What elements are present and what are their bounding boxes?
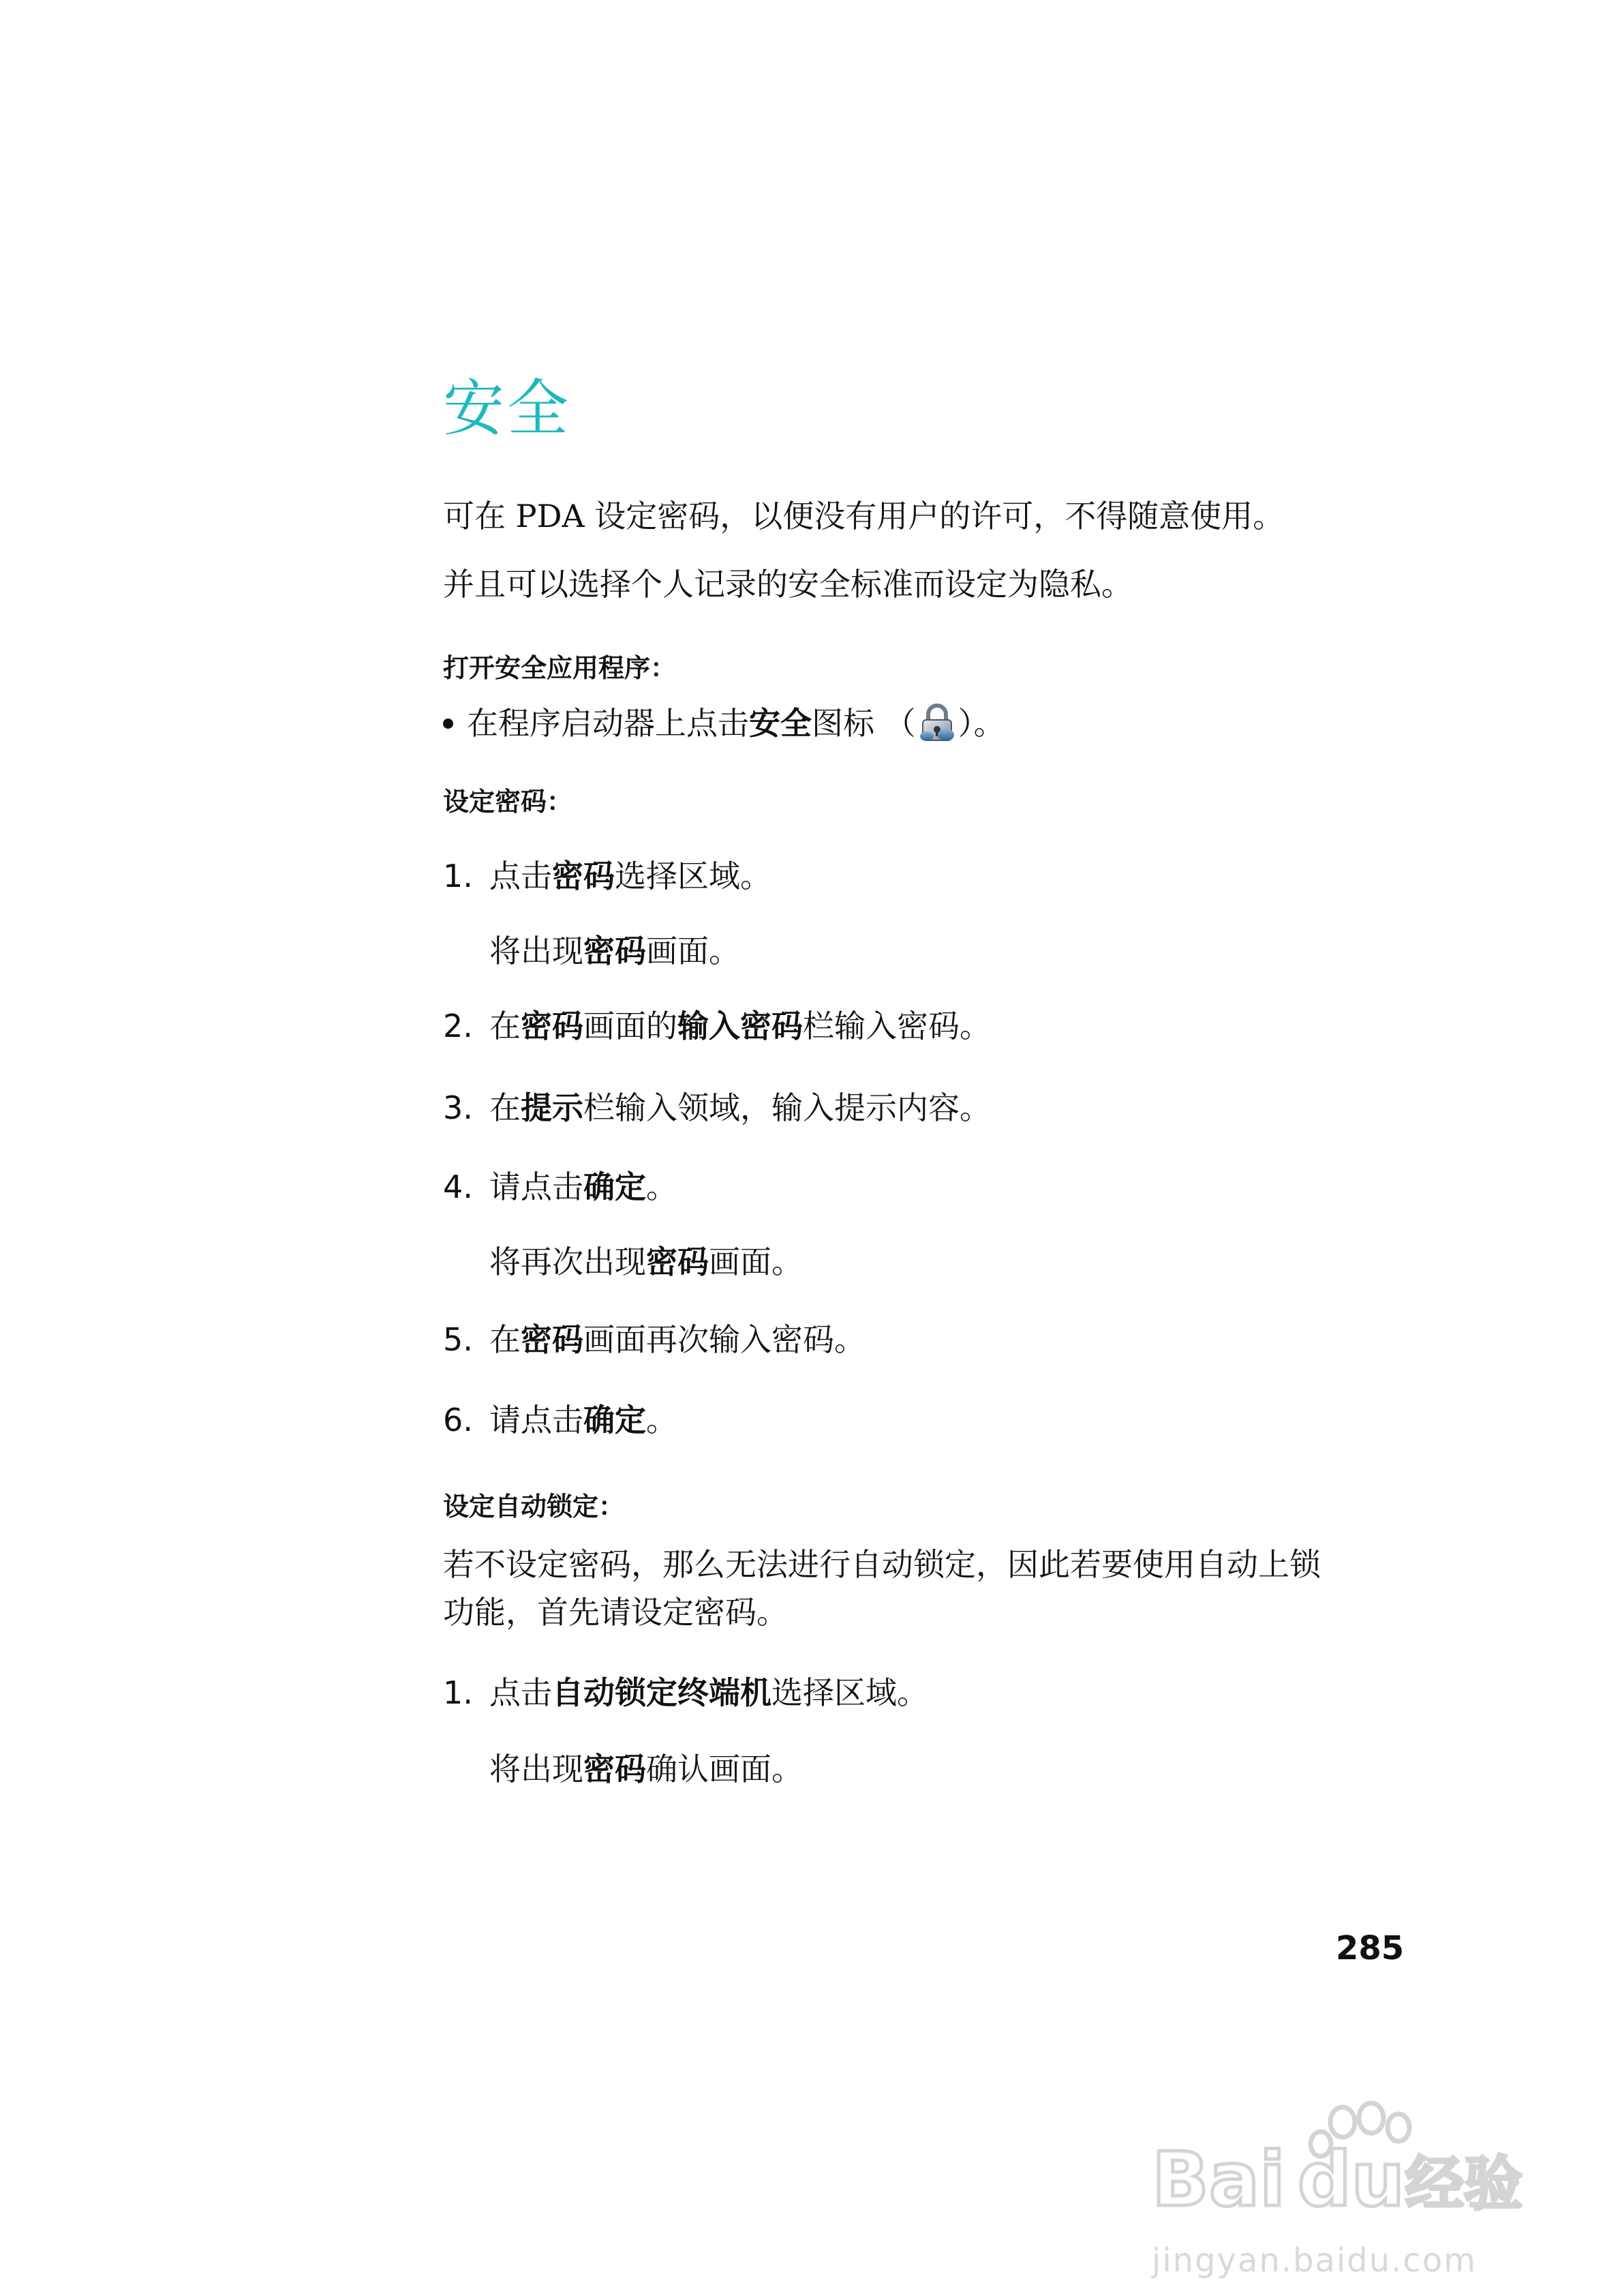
set-password-step-5 [443,1163,677,1211]
intro-line-2: 并且可以选择个人记录的安全标准而设定为隐私。 [443,566,1133,603]
step-number: 1. [443,858,473,894]
step-text: 画面。 [709,1243,803,1280]
step-text: 栏输入领域，输入提示内容。 [583,1089,991,1126]
auto-lock-step-2 [443,1745,803,1793]
step-text: 确认画面。 [646,1751,803,1787]
step-text-bold: 密码 [552,858,615,894]
security-lock-icon [916,701,958,743]
svg-text:经验: 经验 [1405,2150,1522,2218]
step-text: 在 [489,1321,521,1358]
intro-line-1: 可在 PDA 设定密码，以便没有用户的许可，不得随意使用。 [443,498,1285,534]
step-text: 画面再次输入密码。 [583,1321,866,1358]
set-password-step-7 [443,1316,866,1363]
step-text: 将出现 [489,933,583,969]
set-password-step-8 [443,1396,677,1444]
step-text: 画面的 [583,1008,677,1044]
step-text: 将出现 [489,1751,583,1787]
bullet-text-bold: 安全 [749,705,812,742]
step-text-bold: 提示 [521,1089,583,1126]
step-text-bold: 密码 [583,1751,646,1787]
step-number: 2. [443,1008,473,1044]
step-text: 在 [489,1008,521,1044]
step-text: 栏输入密码。 [803,1008,991,1044]
bullet-text-end: ）。 [958,705,1005,742]
step-number: 4. [443,1168,473,1205]
set-password-step-1 [443,852,771,900]
step-number: 1. [443,1674,473,1711]
step-text: 画面。 [646,933,740,969]
step-text: 在 [489,1089,521,1126]
bullet-text-pre: 在程序启动器上点击 [467,705,749,742]
auto-lock-heading: 设定自动锁定： [443,1492,625,1522]
step-text: 将再次出现 [489,1243,646,1280]
open-app-bullet [443,699,1005,747]
svg-text:du: du [1298,2136,1405,2223]
step-text-bold: 密码 [646,1243,709,1280]
bullet-text-post: 图标 （ [812,705,916,742]
auto-lock-para-line-1: 若不设定密码，那么无法进行自动锁定，因此若要使用自动上锁 [443,1546,1321,1583]
step-text: 请点击 [489,1402,583,1438]
step-number: 5. [443,1321,473,1358]
step-text: 选择区域。 [771,1674,928,1711]
step-text: 。 [646,1168,677,1205]
set-password-heading: 设定密码： [443,787,573,817]
auto-lock-para-line-2: 功能，首先请设定密码。 [443,1594,788,1631]
step-text-bold: 确定 [583,1168,646,1205]
open-app-heading: 打开安全应用程序： [443,653,677,683]
set-password-step-6 [443,1238,803,1286]
watermark-url: jingyan.baidu.com [1152,2241,1477,2280]
step-text: 点击 [489,1674,552,1711]
baidu-jingyan-watermark-logo [1152,2096,1533,2246]
bullet-dot [443,719,453,729]
svg-text:Bai: Bai [1152,2136,1285,2223]
page-title: 安全 [443,373,571,444]
step-text-bold: 输入密码 [677,1008,803,1044]
set-password-step-3 [443,1002,991,1050]
step-text: 点击 [489,858,552,894]
step-text-bold: 确定 [583,1402,646,1438]
step-number: 6. [443,1402,473,1438]
step-text: 请点击 [489,1168,583,1205]
step-text-bold: 密码 [583,933,646,969]
step-text-bold: 密码 [521,1008,583,1044]
step-text: 。 [646,1402,677,1438]
auto-lock-step-1 [443,1669,928,1717]
step-text-bold: 自动锁定终端机 [552,1674,771,1711]
set-password-step-4 [443,1084,991,1132]
step-text: 选择区域。 [615,858,771,894]
page-number: 285 [1336,1929,1405,1967]
step-number: 3. [443,1089,473,1126]
step-text-bold: 密码 [521,1321,583,1358]
set-password-step-2 [443,927,740,975]
